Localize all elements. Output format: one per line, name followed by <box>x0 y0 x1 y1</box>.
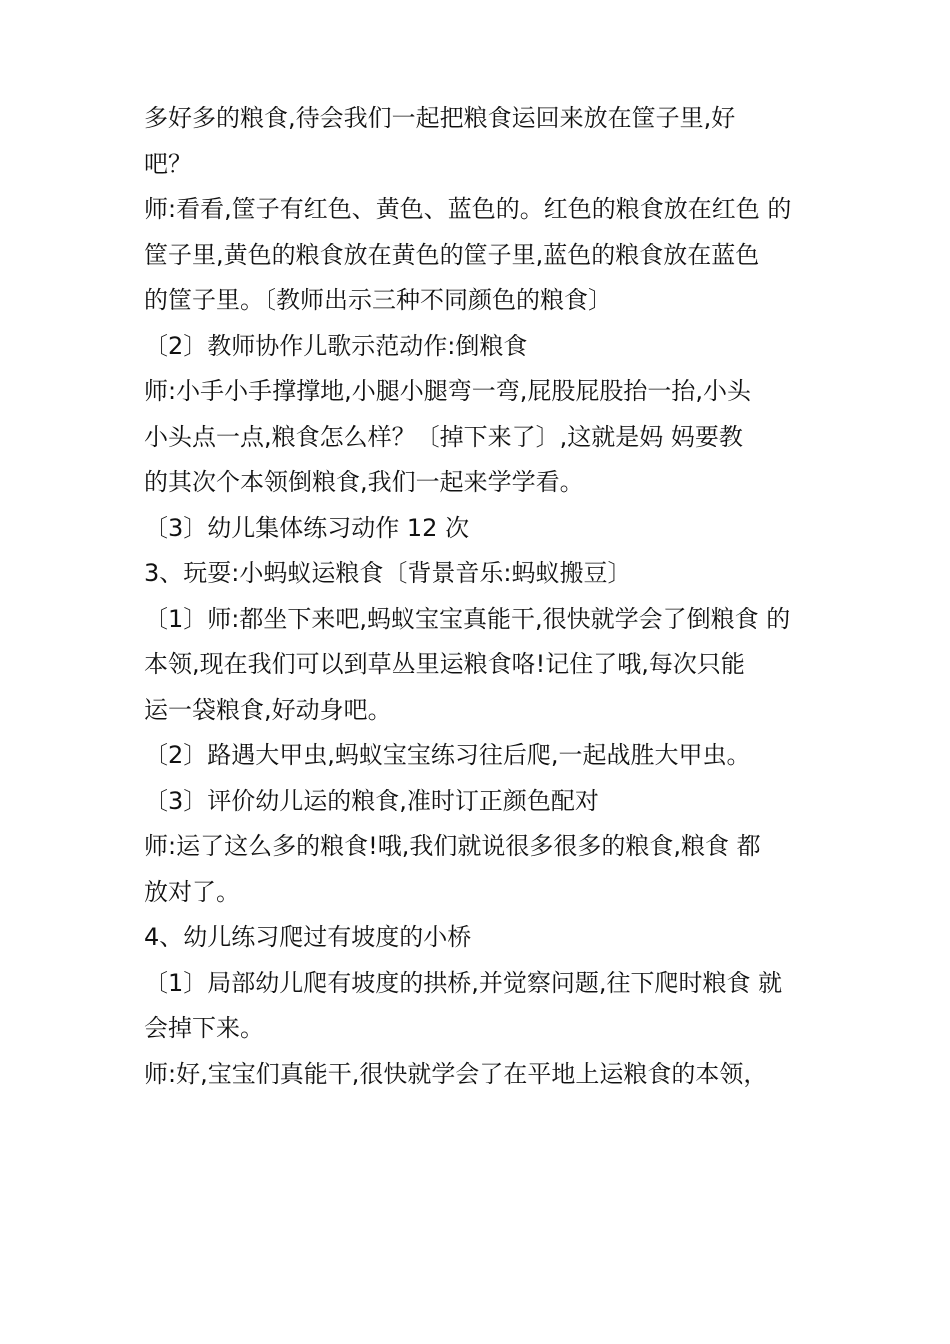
text-line: 小头点一点,粮食怎么样？〔掉下来了〕,这就是妈 妈要教 <box>144 422 743 451</box>
text-line: 师:好,宝宝们真能干,很快就学会了在平地上运粮食的本领， <box>144 1059 768 1088</box>
text-line: 的其次个本领倒粮食,我们一起来学学看。 <box>144 468 584 496</box>
text-line: 〔1〕师:都坐下来吧,蚂蚁宝宝真能干,很快就学会了倒粮食 的 <box>144 604 791 633</box>
text-line: 师:运了这么多的粮食!哦,我们就说很多很多的粮食,粮食 都 <box>144 832 761 860</box>
text-line: 〔2〕路遇大甲虫,蚂蚁宝宝练习往后爬,一起战胜大甲虫。 <box>144 741 751 769</box>
text-line: 多好多的粮食,待会我们一起把粮食运回来放在筐子里,好 <box>144 104 736 132</box>
text-line: 本领,现在我们可以到草丛里运粮食咯!记住了哦,每次只能 <box>144 650 745 678</box>
text-line: 〔2〕教师协作儿歌示范动作:倒粮食 <box>144 331 528 360</box>
text-line: 4、幼儿练习爬过有坡度的小桥 <box>144 923 472 951</box>
text-line: 吧？ <box>144 149 192 178</box>
text-line: 3、玩耍:小蚂蚁运粮食〔背景音乐:蚂蚁搬豆〕 <box>144 559 632 587</box>
text-line: 运一袋粮食,好动身吧。 <box>144 695 392 724</box>
text-line: 〔1〕局部幼儿爬有坡度的拱桥,并觉察问题,往下爬时粮食 就 <box>144 968 783 997</box>
text-line: 〔3〕幼儿集体练习动作 12 次 <box>144 513 470 542</box>
document-body <box>144 96 824 1097</box>
text-line: 〔3〕评价幼儿运的粮食,准时订正颜色配对 <box>144 786 599 815</box>
text-line: 师:看看,筐子有红色、黄色、蓝色的。红色的粮食放在红色 的 <box>144 195 792 223</box>
text-line: 筐子里,黄色的粮食放在黄色的筐子里,蓝色的粮食放在蓝色 <box>144 240 760 269</box>
text-line: 放对了。 <box>144 877 240 906</box>
text-line: 师:小手小手撑撑地,小腿小腿弯一弯,屁股屁股抬一抬,小头 <box>144 377 751 405</box>
text-line: 会掉下来。 <box>144 1014 264 1042</box>
text-line: 的筐子里。〔教师出示三种不同颜色的粮食〕 <box>144 286 612 314</box>
